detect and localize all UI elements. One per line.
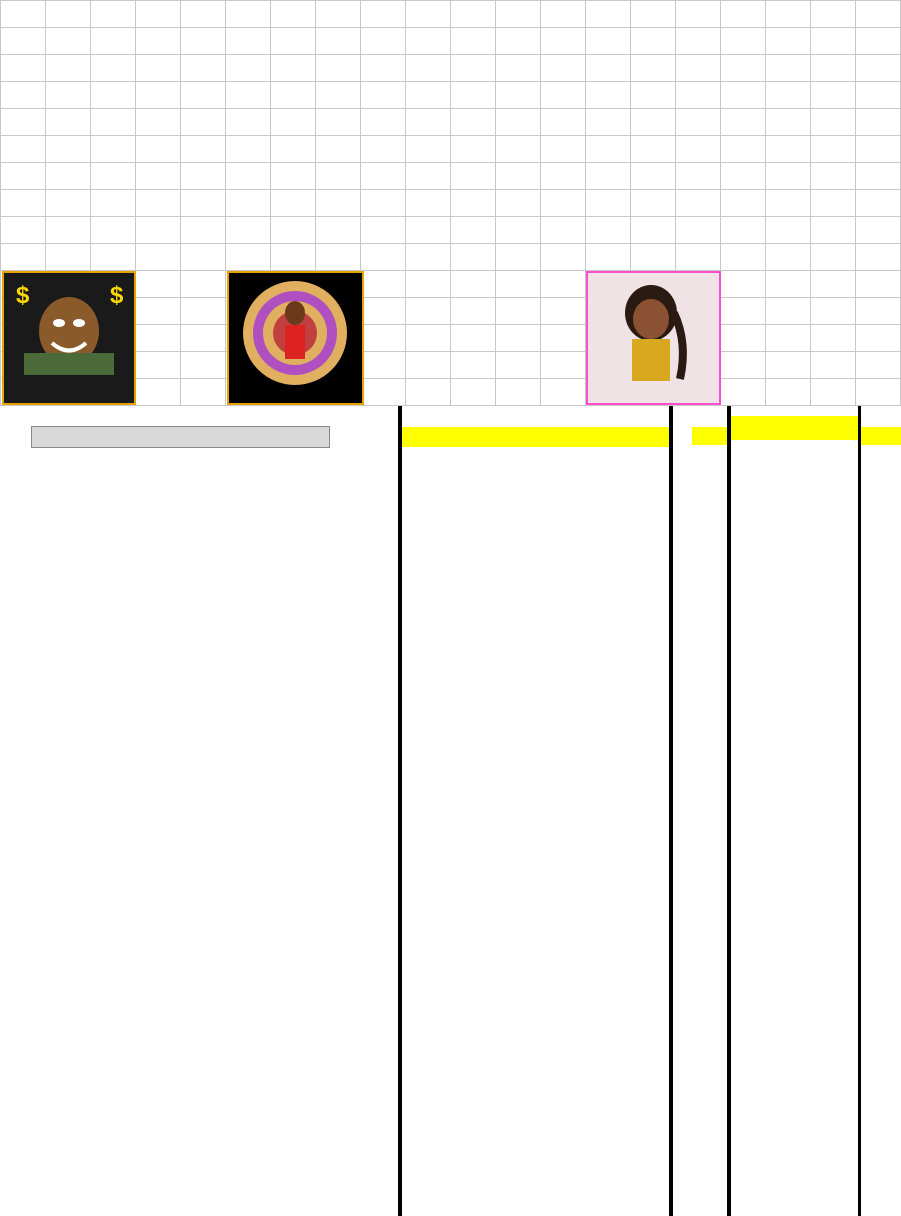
money-character-icon bbox=[4, 273, 134, 403]
girl-character-icon bbox=[588, 273, 719, 403]
tipman-badge bbox=[227, 271, 364, 405]
skip2-header bbox=[861, 427, 901, 445]
straightchaser-badge bbox=[2, 271, 136, 405]
listing-header bbox=[31, 426, 330, 448]
svg-text:$: $ bbox=[16, 282, 30, 309]
pick3-header bbox=[402, 427, 669, 447]
sassy-badge bbox=[586, 271, 721, 405]
overdue-header bbox=[731, 416, 858, 440]
states-listing bbox=[0, 406, 901, 1216]
number-grid bbox=[0, 0, 901, 406]
psychedelic-figure-icon bbox=[229, 273, 362, 403]
svg-text:$: $ bbox=[110, 282, 124, 309]
skip-header bbox=[692, 427, 727, 445]
